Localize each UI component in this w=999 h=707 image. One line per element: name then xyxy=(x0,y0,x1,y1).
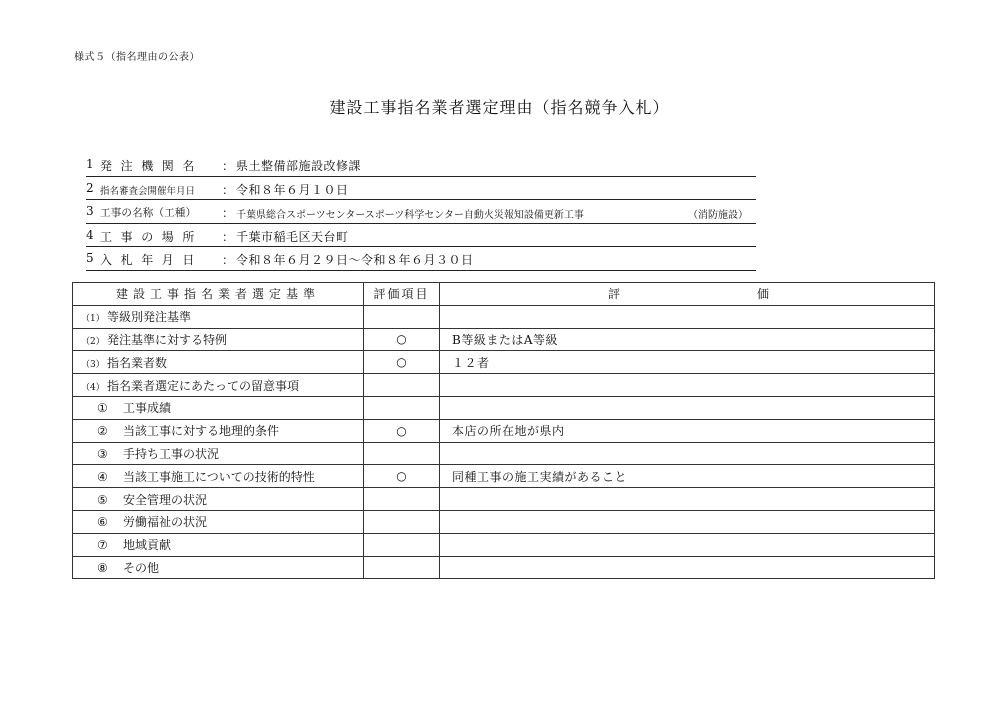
criteria-cell xyxy=(73,374,364,397)
table-header-row xyxy=(73,283,935,306)
evaluation-cell: １２者 xyxy=(440,351,935,374)
info-label: 入札年月日 xyxy=(100,253,204,268)
criteria-number: （3） xyxy=(81,359,105,370)
info-row-location xyxy=(86,224,756,248)
item-mark xyxy=(364,374,440,397)
criteria-number: ④ xyxy=(97,469,108,484)
criteria-label: 地域貢献 xyxy=(123,538,172,553)
info-value: 県土整備部施設改修課 xyxy=(236,159,362,173)
criteria-number: ② xyxy=(97,424,108,439)
item-mark xyxy=(364,510,440,533)
item-mark xyxy=(364,396,440,419)
evaluation-cell: 同種工事の施工実績があること xyxy=(440,465,935,488)
criteria-cell xyxy=(73,396,364,419)
criteria-cell xyxy=(73,556,364,579)
item-mark: ○ xyxy=(364,465,440,488)
info-label: 指名審査会開催年月日 xyxy=(100,185,196,197)
info-colon: ： xyxy=(222,229,235,244)
criteria-number: （4） xyxy=(81,382,105,393)
item-mark xyxy=(364,533,440,556)
info-work-type: （消防施設） xyxy=(688,210,748,222)
evaluation-cell xyxy=(440,510,935,533)
criteria-label: 手持ち工事の状況 xyxy=(123,446,220,461)
criteria-label: 労働福祉の状況 xyxy=(123,515,208,530)
info-number: 2 xyxy=(86,180,94,195)
document-title: 建設工事指名業者選定理由（指名競争入札） xyxy=(329,98,670,117)
evaluation-header xyxy=(440,283,935,306)
info-colon: ： xyxy=(222,253,235,268)
table-row xyxy=(73,465,935,488)
info-number: 5 xyxy=(86,251,94,266)
criteria-cell xyxy=(73,328,364,351)
info-row-review-date xyxy=(86,177,756,201)
criteria-cell xyxy=(73,419,364,442)
criteria-cell xyxy=(73,351,364,374)
evaluation-cell: 本店の所在地が県内 xyxy=(440,419,935,442)
criteria-label: 当該工事施工についての技術的特性 xyxy=(123,469,315,484)
criteria-number: （1） xyxy=(81,314,105,325)
evaluation-cell xyxy=(440,305,935,328)
criteria-number: ③ xyxy=(97,446,108,461)
table-row xyxy=(73,374,935,397)
criteria-cell xyxy=(73,533,364,556)
table-row xyxy=(73,533,935,556)
item-mark: ○ xyxy=(364,419,440,442)
criteria-label: 指名業者選定にあたっての留意事項 xyxy=(107,378,300,393)
table-row xyxy=(73,351,935,374)
evaluation-cell xyxy=(440,374,935,397)
table-row xyxy=(73,442,935,465)
info-value: 令和８年６月２９日～令和８年６月３０日 xyxy=(236,253,474,268)
criteria-label: 当該工事に対する地理的条件 xyxy=(123,424,280,439)
info-label: 発注機関名 xyxy=(100,159,204,173)
table-row xyxy=(73,328,935,351)
criteria-number: ⑤ xyxy=(97,492,108,507)
evaluation-cell xyxy=(440,442,935,465)
info-colon: ： xyxy=(222,206,235,221)
criteria-number: ⑥ xyxy=(97,515,108,530)
criteria-number: ⑧ xyxy=(97,560,108,575)
criteria-label: その他 xyxy=(123,560,160,575)
criteria-number: （2） xyxy=(81,336,105,347)
table-row xyxy=(73,556,935,579)
criteria-label: 等級別発注基準 xyxy=(107,310,192,325)
info-row-agency xyxy=(86,153,756,177)
info-section xyxy=(86,153,756,271)
info-label: 工事の名称（工種） xyxy=(100,207,197,220)
item-mark xyxy=(364,442,440,465)
criteria-cell xyxy=(73,510,364,533)
evaluation-cell: B等級またはA等級 xyxy=(440,328,935,351)
criteria-label: 発注基準に対する特例 xyxy=(107,332,228,347)
evaluation-cell xyxy=(440,533,935,556)
criteria-cell xyxy=(73,442,364,465)
info-label: 工事の場所 xyxy=(100,229,204,244)
table-row xyxy=(73,488,935,511)
items-header: 評価項目 xyxy=(364,283,440,306)
criteria-number: ① xyxy=(97,401,108,416)
criteria-label: 安全管理の状況 xyxy=(123,492,208,507)
form-number: 様式５（指名理由の公表） xyxy=(74,52,200,63)
item-mark xyxy=(364,305,440,328)
table-row xyxy=(73,419,935,442)
item-mark: ○ xyxy=(364,351,440,374)
info-number: 1 xyxy=(86,157,94,171)
info-value: 千葉県総合スポーツセンタースポーツ科学センター自動火災報知設備更新工事 xyxy=(236,210,584,222)
evaluation-header-char-1: 評 xyxy=(608,287,626,302)
table-row xyxy=(73,510,935,533)
info-number: 4 xyxy=(86,227,94,242)
info-row-project-name xyxy=(86,200,756,224)
criteria-number: ⑦ xyxy=(97,538,108,553)
criteria-header: 建設工事指名業者選定基準 xyxy=(73,283,364,306)
info-colon: ： xyxy=(222,159,235,173)
criteria-label: 工事成績 xyxy=(123,401,172,416)
info-value: 令和８年６月１０日 xyxy=(236,182,349,197)
criteria-cell xyxy=(73,488,364,511)
item-mark xyxy=(364,556,440,579)
criteria-label: 指名業者数 xyxy=(107,355,168,370)
criteria-cell xyxy=(73,305,364,328)
table-row xyxy=(73,305,935,328)
table-row xyxy=(73,396,935,419)
evaluation-cell xyxy=(440,396,935,419)
info-number: 3 xyxy=(86,204,94,219)
evaluation-cell xyxy=(440,556,935,579)
item-mark: ○ xyxy=(364,328,440,351)
criteria-cell xyxy=(73,465,364,488)
info-row-bid-date xyxy=(86,247,756,271)
info-colon: ： xyxy=(222,182,235,197)
evaluation-header-char-2: 価 xyxy=(757,287,775,302)
evaluation-cell xyxy=(440,488,935,511)
criteria-table xyxy=(72,282,935,579)
item-mark xyxy=(364,488,440,511)
info-value: 千葉市稲毛区天台町 xyxy=(236,229,349,244)
